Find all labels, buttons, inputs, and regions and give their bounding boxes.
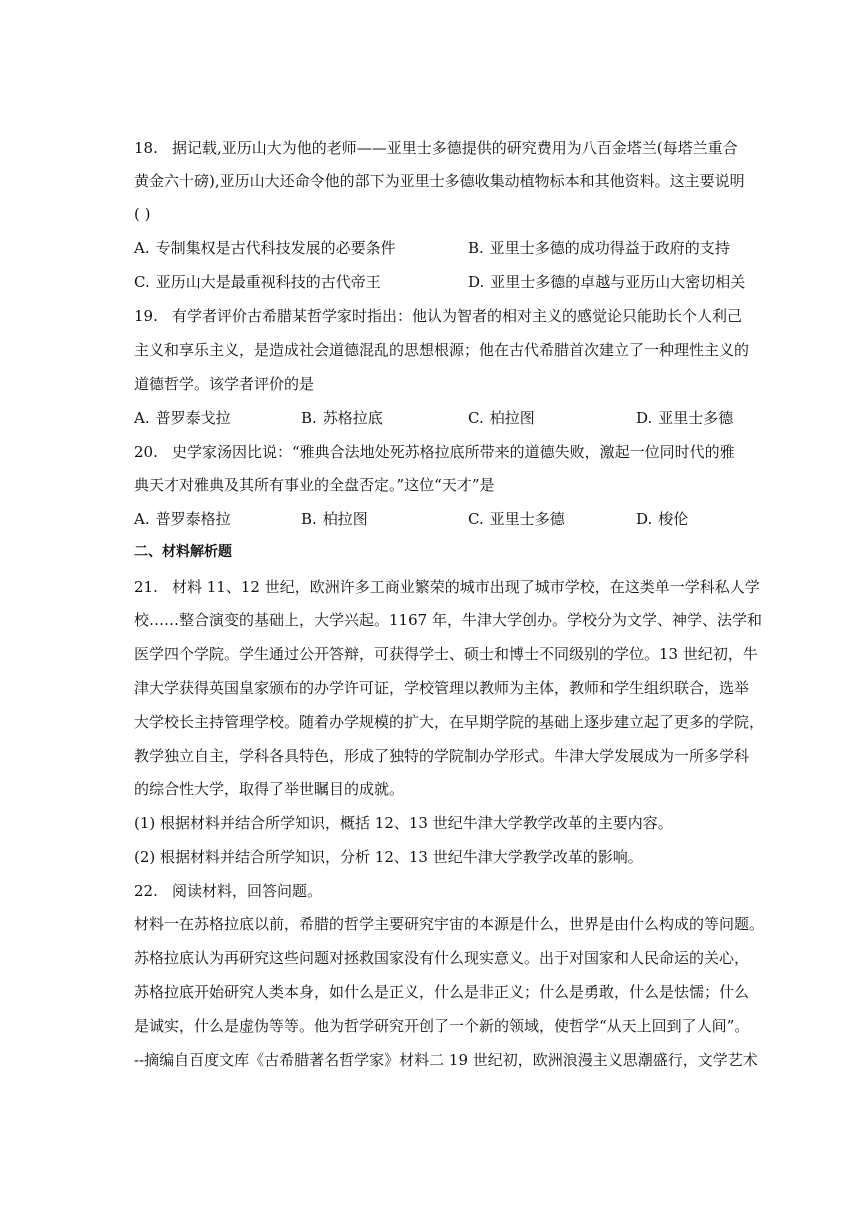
- q19-line-1: [134, 306, 742, 326]
- q18-text-2: 黄金六十磅),亚历山大还命令他的部下为亚里士多德收集动植物标本和其他资料。这主要说明: [134, 172, 745, 190]
- option-text: 柏拉图: [489, 409, 535, 427]
- option-letter: B.: [301, 409, 317, 427]
- option-letter: D.: [636, 409, 653, 427]
- option-text: 普罗泰格拉: [155, 510, 231, 528]
- q20-line-1: [134, 442, 735, 462]
- q20-option-b[interactable]: [301, 509, 368, 529]
- q20-text-2: 典天才对雅典及其所有事业的全盘否定。”这位“天才”是: [134, 476, 495, 494]
- q21-line-1: [134, 577, 760, 597]
- q22-number: 22.: [134, 882, 158, 900]
- q22-material-2: 苏格拉底认为再研究这些问题对拯救国家没有什么现实意义。出于对国家和人民命运的关心，: [134, 949, 750, 967]
- q19-option-d[interactable]: [636, 408, 733, 428]
- option-letter: B.: [468, 239, 484, 257]
- option-letter: C.: [468, 510, 484, 528]
- option-letter: A.: [134, 409, 150, 427]
- q21-text-4: 津大学获得英国皇家颁布的办学许可证，学校管理以教师为主体，教师和学生组织联合，选举: [134, 679, 750, 697]
- q21-text-7: 的综合性大学，取得了举世瞩目的成就。: [134, 780, 405, 798]
- option-text: 亚里士多德的成功得益于政府的支持: [489, 239, 730, 257]
- option-letter: B.: [301, 510, 317, 528]
- option-letter: A.: [134, 510, 150, 528]
- option-letter: A.: [134, 239, 150, 257]
- option-text: 亚里士多德: [489, 510, 565, 528]
- q21-subquestion-1: (1) 根据材料并结合所学知识，概括 12、13 世纪牛津大学教学改革的主要内容。: [134, 814, 673, 832]
- q19-option-b[interactable]: [301, 408, 383, 428]
- q18-option-c[interactable]: [134, 272, 381, 292]
- option-text: 亚历山大是最重视科技的古代帝王: [155, 273, 381, 291]
- option-letter: D.: [636, 510, 653, 528]
- q18-option-d[interactable]: [468, 272, 745, 292]
- q21-text-5: 大学校长主持管理学校。随着办学规模的扩大，在早期学院的基础上逐步建立起了更多的学院，: [134, 713, 765, 731]
- q22-material-3: 苏格拉底开始研究人类本身，如什么是正义，什么是非正义；什么是勇敢，什么是怯懦；什么: [134, 983, 750, 1001]
- option-letter: D.: [468, 273, 485, 291]
- q22-material-5: --摘编自百度文库《古希腊著名哲学家》材料二 19 世纪初，欧洲浪漫主义思潮盛行，文学艺术: [134, 1051, 758, 1069]
- q20-text-1: 史学家汤因比说：“雅典合法地处死苏格拉底所带来的道德失败，激起一位同时代的雅: [172, 443, 735, 461]
- option-text: 苏格拉底: [322, 409, 383, 427]
- q20-option-d[interactable]: [636, 509, 688, 529]
- q19-text-3: 道德哲学。该学者评价的是: [134, 375, 315, 393]
- q22-text-1: 阅读材料，回答问题。: [172, 882, 323, 900]
- option-text: 柏拉图: [322, 510, 368, 528]
- option-letter: C.: [468, 409, 484, 427]
- q18-line-1: [134, 138, 738, 158]
- q18-number: 18.: [134, 139, 158, 157]
- q18-option-a[interactable]: [134, 238, 396, 258]
- option-text: 专制集权是古代科技发展的必要条件: [155, 239, 396, 257]
- option-letter: C.: [134, 273, 150, 291]
- q18-text-1: 据记载,亚历山大为他的老师——亚里士多德提供的研究费用为八百金塔兰(每塔兰重合: [172, 139, 738, 157]
- option-text: 普罗泰戈拉: [155, 409, 231, 427]
- q21-text-2: 校……整合演变的基础上，大学兴起。1167 年，牛津大学创办。学校分为文学、神学、法学和: [134, 611, 762, 629]
- q19-option-c[interactable]: [468, 408, 535, 428]
- q19-text-2: 主义和享乐主义，是造成社会道德混乱的思想根源；他在古代希腊首次建立了一种理性主义的: [134, 341, 750, 359]
- q22-line-1: [134, 881, 322, 901]
- option-text: 亚里士多德的卓越与亚历山大密切相关: [490, 273, 746, 291]
- q22-material-1: 材料一在苏格拉底以前，希腊的哲学主要研究宇宙的本源是什么，世界是由什么构成的等问题。: [134, 915, 765, 933]
- q22-material-4: 是诚实，什么是虚伪等等。他为哲学研究开创了一个新的领域，使哲学“从天上回到了人间”。: [134, 1017, 750, 1035]
- q19-number: 19.: [134, 307, 158, 325]
- option-text: 梭伦: [658, 510, 689, 528]
- section-heading: 二、材料解析题: [134, 544, 232, 560]
- q21-text-3: 医学四个学院。学生通过公开答辩，可获得学士、硕士和博士不同级别的学位。13 世纪初，牛: [134, 645, 758, 663]
- option-text: 亚里士多德: [658, 409, 734, 427]
- q18-option-b[interactable]: [468, 238, 730, 258]
- q20-option-c[interactable]: [468, 509, 565, 529]
- q20-option-a[interactable]: [134, 509, 231, 529]
- q19-text-1: 有学者评价古希腊某哲学家时指出：他认为智者的相对主义的感觉论只能助长个人利己: [172, 307, 743, 325]
- q21-subquestion-2: (2) 根据材料并结合所学知识，分析 12、13 世纪牛津大学教学改革的影响。: [134, 848, 643, 866]
- q19-option-a[interactable]: [134, 408, 231, 428]
- q21-number: 21.: [134, 578, 158, 596]
- q18-text-3: ( ): [134, 205, 151, 223]
- q21-text-6: 教学独立自主，学科各具特色，形成了独特的学院制办学形式。牛津大学发展成为一所多学科: [134, 747, 750, 765]
- q21-text-1: 材料 11、12 世纪，欧洲许多工商业繁荣的城市出现了城市学校，在这类单一学科私人学: [172, 578, 760, 596]
- q20-number: 20.: [134, 443, 158, 461]
